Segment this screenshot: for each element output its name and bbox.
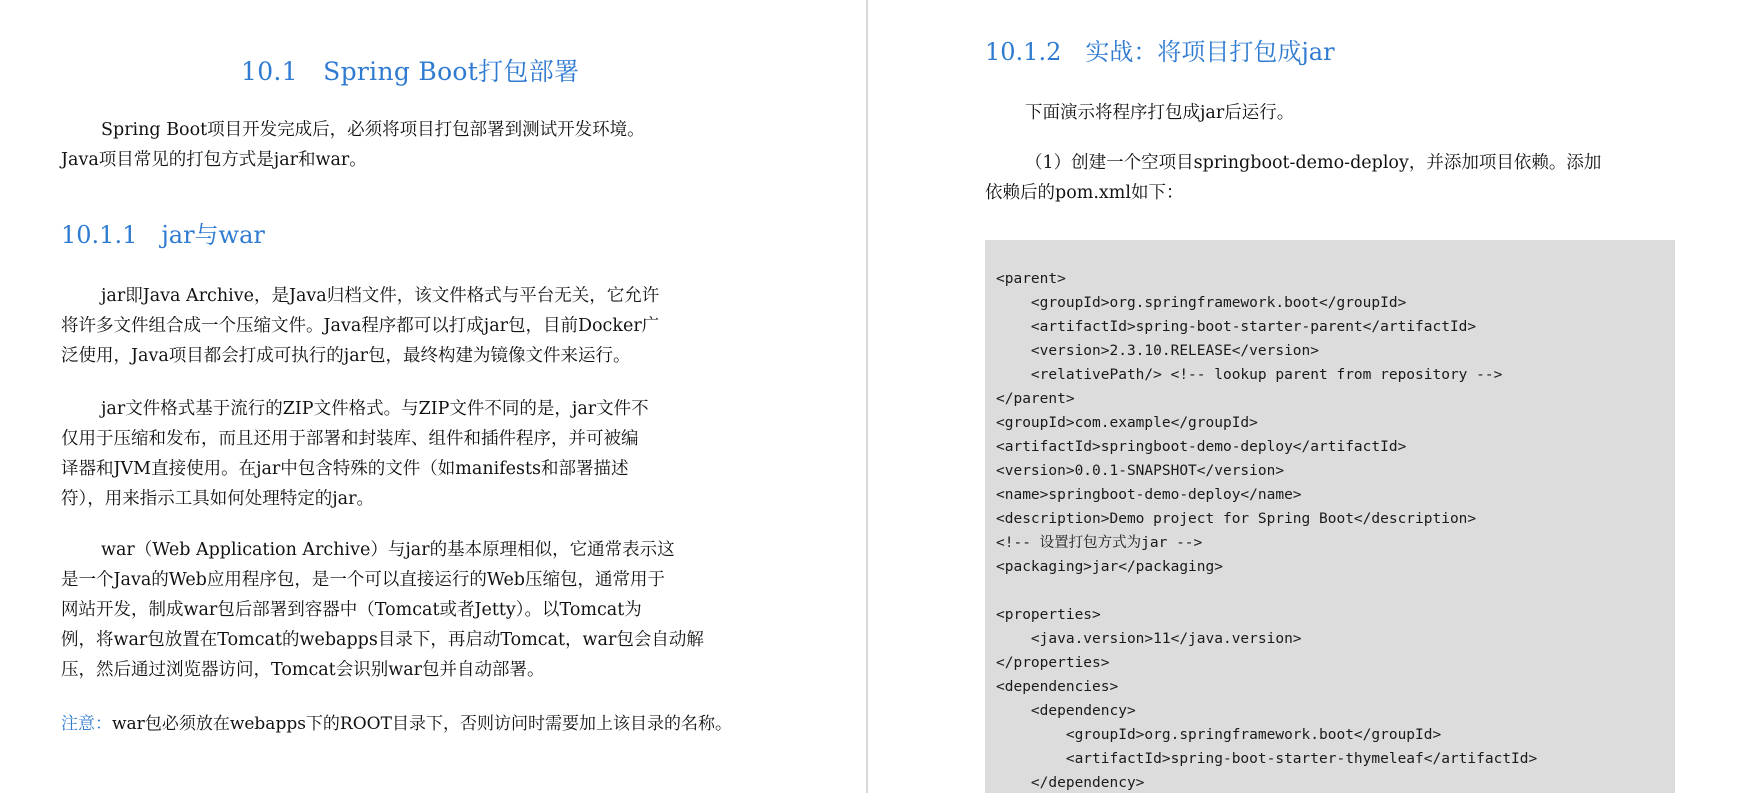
code-line: <groupId>com.example</groupId> — [996, 415, 1258, 431]
note-label: 注意： — [61, 714, 112, 734]
note-paragraph — [61, 709, 736, 739]
code-line: <groupId>org.springframework.boot</groupId> — [996, 295, 1407, 311]
code-line: <description>Demo project for Spring Boot</description> — [996, 511, 1477, 527]
left-page — [0, 0, 866, 793]
code-line: </dependency> — [996, 775, 1145, 791]
jar-paragraph: jar即Java Archive，是Java归档文件，该文件格式与平台无关，它允许 将许多文件组合成一个压缩文件。Java程序都可以打成jar包，目前Docker广 泛使用，Java项目都会打成可执行的jar包，最终构建为镜像文件来运行。 — [61, 286, 660, 366]
page-divider — [866, 0, 868, 793]
code-line: <version>0.0.1-SNAPSHOT</version> — [996, 463, 1285, 479]
code-line: <artifactId>spring-boot-starter-thymeleaf</artifactId> — [996, 751, 1538, 767]
code-line: <packaging>jar</packaging> — [996, 559, 1223, 575]
section-title: 10.1 Spring Boot打包部署 — [241, 57, 580, 86]
demo-intro-paragraph: 下面演示将程序打包成jar后运行。 — [1025, 103, 1295, 123]
code-line: <relativePath/> <!-- lookup parent from repository --> — [996, 367, 1503, 383]
code-line: <dependency> — [996, 703, 1136, 719]
code-line: <artifactId>springboot-demo-deploy</artifactId> — [996, 439, 1407, 455]
step-one-paragraph: （1）创建一个空项目springboot-demo-deploy，并添加项目依赖。添加 依赖后的pom.xml如下： — [985, 153, 1602, 203]
code-line: <artifactId>spring-boot-starter-parent</artifactId> — [996, 319, 1477, 335]
code-line: <dependencies> — [996, 679, 1119, 695]
subsection-title-jar-practice: 10.1.2 实战：将项目打包成jar — [985, 38, 1335, 66]
subsection-title-jar-war: 10.1.1 jar与war — [61, 221, 265, 249]
intro-paragraph: Spring Boot项目开发完成后，必须将项目打包部署到测试开发环境。 Java项目常见的打包方式是jar和war。 — [61, 120, 645, 170]
pom-xml-code-block — [985, 240, 1675, 793]
note-text: war包必须放在webapps下的ROOT目录下，否则访问时需要加上该目录的名称。 — [112, 714, 732, 734]
code-line: <parent> — [996, 271, 1066, 287]
right-page — [869, 0, 1738, 793]
jar-format-paragraph: jar文件格式基于流行的ZIP文件格式。与ZIP文件不同的是，jar文件不 仅用于压缩和发布，而且还用于部署和封装库、组件和插件程序，并可被编 译器和JVM直接使用。在jar中包含特殊的文件（如manifests和部署描述 符），用来指示工具如何处理特定的jar。 — [61, 399, 649, 509]
code-line: <!-- 设置打包方式为jar --> — [996, 535, 1203, 551]
war-paragraph: war（Web Application Archive）与jar的基本原理相似，它通常表示这 是一个Java的Web应用程序包，是一个可以直接运行的Web压缩包，通常用于 网站开发，制成war包后部署到容器中（Tomcat或者Jetty）。以Tomcat为 例，将war包放置在Tomcat的webapps目录下，再启动Tomcat，war包会自动解 压，然后通过浏览器访问，Tomcat会识别war包并自动部署。 — [61, 540, 704, 680]
code-line: <groupId>org.springframework.boot</groupId> — [996, 727, 1442, 743]
code-line: <properties> — [996, 607, 1101, 623]
code-line: </properties> — [996, 655, 1110, 671]
code-line: <name>springboot-demo-deploy</name> — [996, 487, 1302, 503]
code-line: <version>2.3.10.RELEASE</version> — [996, 343, 1320, 359]
code-line: <java.version>11</java.version> — [996, 631, 1302, 647]
code-line: </parent> — [996, 391, 1075, 407]
